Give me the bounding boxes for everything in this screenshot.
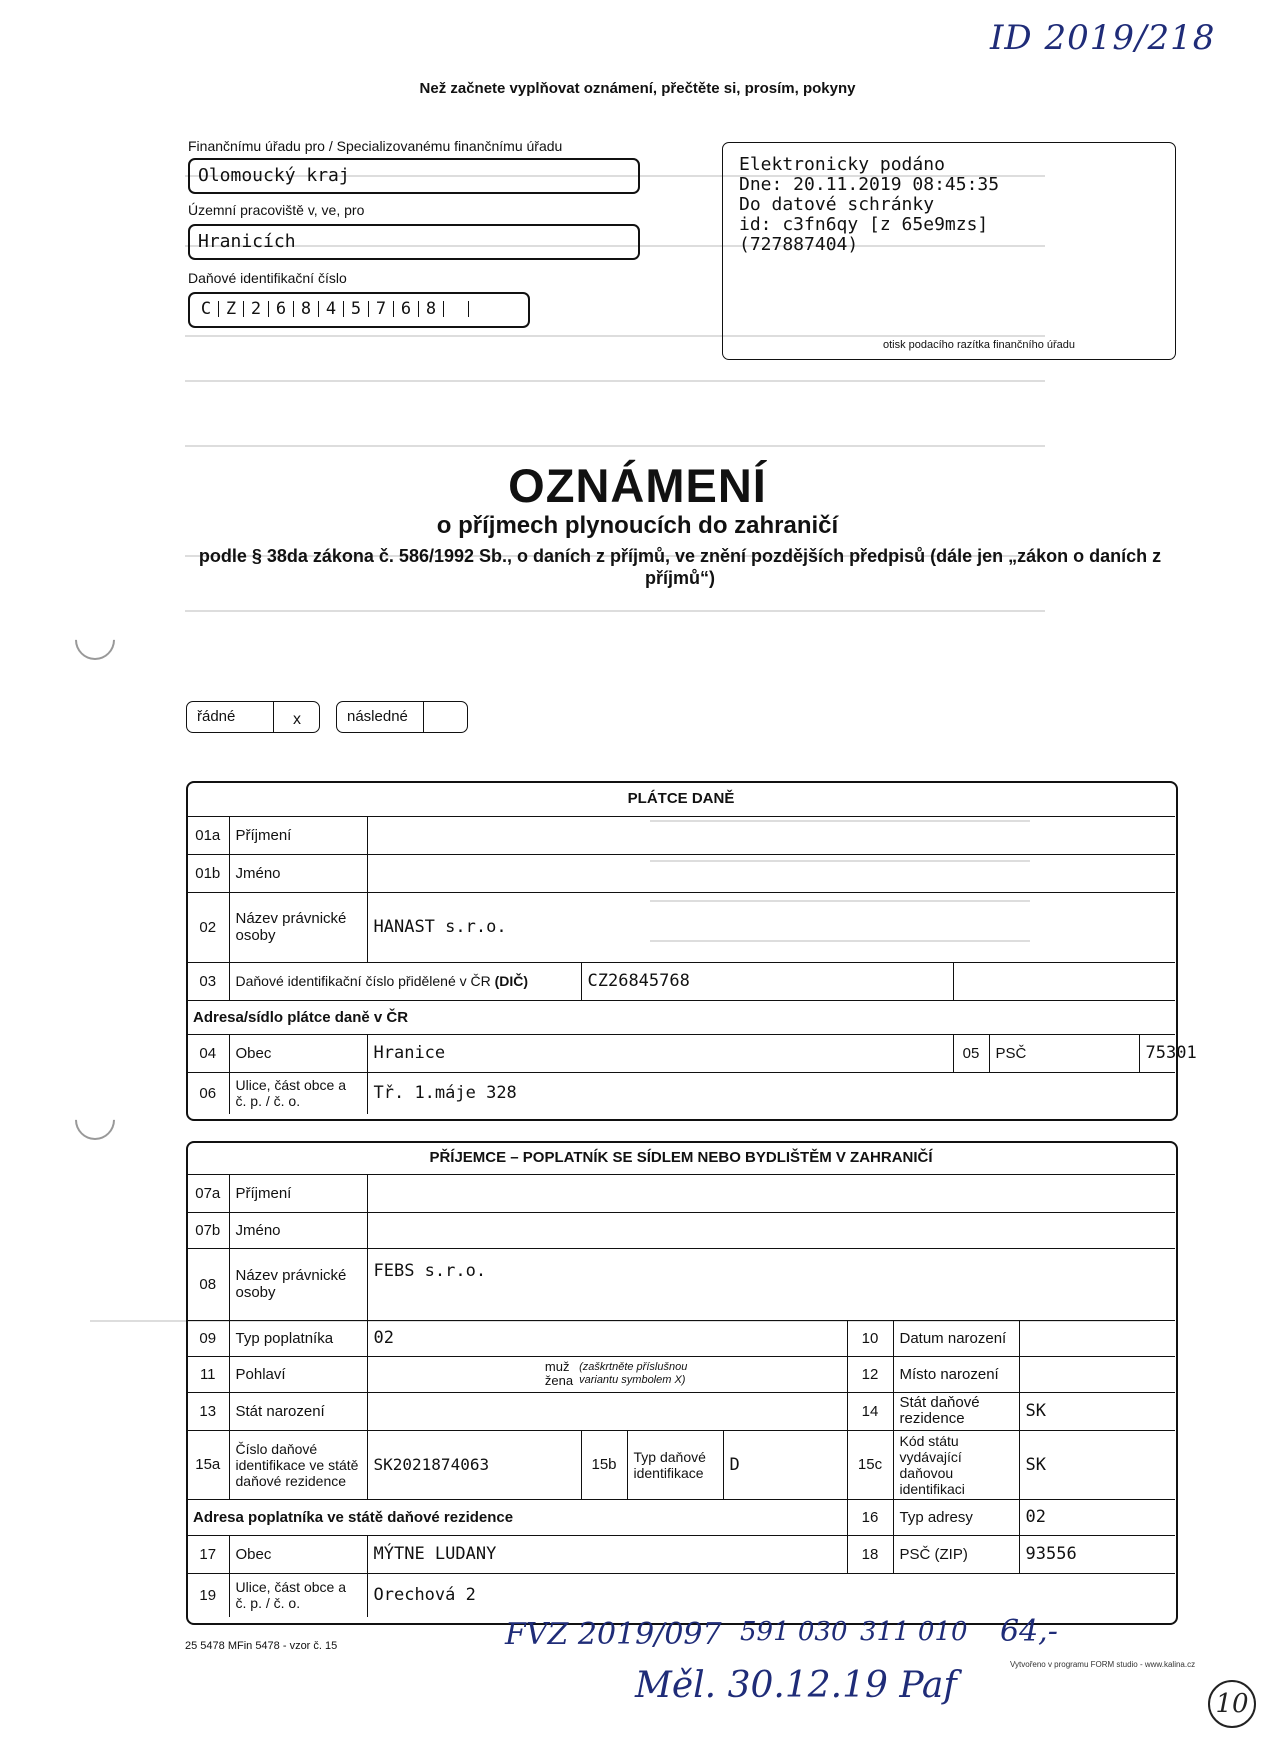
label-rec-city: Obec — [229, 1535, 367, 1573]
row-num-10: 10 — [847, 1320, 893, 1356]
workplace-label: Územní pracoviště v, ve, pro — [188, 202, 365, 218]
stamp-line: (727887404) — [739, 234, 859, 255]
payer-city-field[interactable]: Hranice — [367, 1034, 953, 1072]
row-num-05: 05 — [953, 1034, 989, 1072]
label-residence-country: Stát daňové rezidence — [893, 1392, 1019, 1430]
row-num-04: 04 — [187, 1034, 229, 1072]
row-num-07a: 07a — [187, 1174, 229, 1212]
payer-street-field[interactable]: Tř. 1.máje 328 — [367, 1072, 1175, 1114]
office-field[interactable] — [188, 158, 640, 194]
label-dic — [229, 962, 581, 1000]
row-num-06: 06 — [187, 1072, 229, 1114]
subsequent-label: následné — [347, 708, 408, 725]
label-birth-date: Datum narození — [893, 1320, 1019, 1356]
label-tax-id-type: Typ daňové identifikace — [627, 1430, 723, 1499]
payer-dic-field[interactable]: CZ26845768 — [581, 962, 953, 1000]
row-num-13: 13 — [187, 1392, 229, 1430]
dic-char: 8 — [293, 301, 318, 317]
payer-header: PLÁTCE DANĚ — [187, 782, 1175, 816]
handwritten-code-1: 591 030 — [740, 1617, 848, 1647]
label-rec-legal-name: Název právnické osoby — [229, 1248, 367, 1320]
row-num-07b: 07b — [187, 1212, 229, 1248]
regular-label: řádné — [197, 708, 236, 725]
subsequent-option[interactable] — [336, 701, 468, 733]
office-value: Olomoucký kraj — [198, 165, 350, 186]
stamp-line: Do datové schránky — [739, 194, 935, 215]
recipient-legal-name-field[interactable]: FEBS s.r.o. — [367, 1248, 1175, 1320]
taxpayer-type-field[interactable]: 02 — [367, 1320, 847, 1356]
handwritten-note: Měl. 30.12.19 Paf — [635, 1665, 957, 1706]
dic-char: 5 — [343, 301, 368, 317]
dic-char: 6 — [393, 301, 418, 317]
dic-char: C — [200, 299, 212, 319]
workplace-field[interactable] — [188, 224, 640, 260]
row-num-18: 18 — [847, 1535, 893, 1573]
payer-name-field[interactable] — [367, 854, 1175, 892]
punch-hole-bottom — [67, 1092, 124, 1149]
label-taxpayer-type: Typ poplatníka — [229, 1320, 367, 1356]
recipient-city-field[interactable]: MÝTNE LUDANY — [367, 1535, 847, 1573]
recipient-header: PŘÍJEMCE – POPLATNÍK SE SÍDLEM NEBO BYDLIŠTĚM V ZAHRANIČÍ — [187, 1142, 1175, 1174]
label-rec-street: Ulice, část obce a č. p. / č. o. — [229, 1573, 367, 1617]
recipient-street-field[interactable]: Orechová 2 — [367, 1573, 1175, 1617]
row-num-15b: 15b — [581, 1430, 627, 1499]
stamp-id: ID 2019/218 — [990, 18, 1216, 58]
row-num-09: 09 — [187, 1320, 229, 1356]
row-num-17: 17 — [187, 1535, 229, 1573]
label-issuing-country: Kód státu vydávající daňovou identifikaci — [893, 1430, 1019, 1499]
handwritten-amount: 64,- — [1000, 1614, 1058, 1649]
dic-char: 4 — [318, 301, 343, 317]
issuing-country-field[interactable]: SK — [1019, 1430, 1175, 1499]
stamp-line: id: c3fn6qy [z 65e9mzs] — [739, 214, 989, 235]
workplace-value: Hranicích — [198, 231, 296, 252]
label-birth-country: Stát narození — [229, 1392, 367, 1430]
stamp-caption: otisk podacího razítka finančního úřadu — [882, 339, 1075, 351]
handwritten-code-2: 311 010 — [860, 1617, 968, 1647]
payer-legal-name-field[interactable]: HANAST s.r.o. — [367, 892, 1175, 962]
row-num-01b: 01b — [187, 854, 229, 892]
dic-field[interactable] — [188, 292, 530, 328]
row-num-02: 02 — [187, 892, 229, 962]
label-sex: Pohlaví — [229, 1356, 367, 1392]
recipient-name-field[interactable] — [367, 1212, 1175, 1248]
sex-hint: (zaškrtněte příslušnou variantu symbolem X) — [579, 1361, 688, 1386]
row-num-19: 19 — [187, 1573, 229, 1617]
residence-country-field[interactable]: SK — [1019, 1392, 1175, 1430]
regular-check-cell[interactable] — [273, 702, 320, 732]
created-with: Vytvořeno v programu FORM studio - www.kalina.cz — [1010, 1660, 1196, 1669]
label-surname: Příjmení — [229, 816, 367, 854]
label-city: Obec — [229, 1034, 367, 1072]
dic-char — [468, 301, 493, 317]
label-tax-id-foreign: Číslo daňové identifikace ve státě daňové rezidence — [229, 1430, 367, 1499]
title-main: OZNÁMENÍ — [508, 459, 767, 512]
payer-address-header: Adresa/sídlo plátce daně v ČR — [187, 1000, 1175, 1034]
regular-option[interactable] — [186, 701, 320, 733]
stamp-line: Elektronicky podáno — [739, 154, 945, 175]
label-rec-name: Jméno — [229, 1212, 367, 1248]
row-num-12: 12 — [847, 1356, 893, 1392]
top-notice: Než začnete vyplňovat oznámení, přečtěte si, prosím, pokyny — [419, 80, 856, 97]
dic-char: 6 — [268, 301, 293, 317]
recipient-table — [187, 1142, 1175, 1617]
recipient-surname-field[interactable] — [367, 1174, 1175, 1212]
payer-table — [187, 782, 1197, 1114]
sex-field[interactable] — [367, 1356, 847, 1392]
birth-country-field[interactable] — [367, 1392, 847, 1430]
office-label: Finančnímu úřadu pro / Specializovanému finančnímu úřadu — [188, 138, 563, 154]
regular-mark: x — [293, 711, 301, 728]
row-num-08: 08 — [187, 1248, 229, 1320]
dic-char: 2 — [243, 301, 268, 317]
subsequent-check-cell[interactable] — [423, 702, 468, 732]
handwritten-ref: FVZ 2019/097 — [505, 1617, 722, 1652]
recipient-zip-field[interactable]: 93556 — [1019, 1535, 1175, 1573]
birth-place-field[interactable] — [1019, 1356, 1175, 1392]
tax-id-type-field[interactable]: D — [723, 1430, 847, 1499]
page-number: 10 — [1215, 1689, 1249, 1719]
label-birth-place: Místo narození — [893, 1356, 1019, 1392]
label-dic-text: Daňové identifikační číslo přidělené v ČR — [235, 973, 491, 989]
label-name: Jméno — [229, 854, 367, 892]
row-num-03: 03 — [187, 962, 229, 1000]
electronic-stamp-text — [739, 155, 999, 255]
row-num-01a: 01a — [187, 816, 229, 854]
form-code: 25 5478 MFin 5478 - vzor č. 15 — [185, 1640, 338, 1652]
dic-char: 7 — [368, 301, 393, 317]
dic-char: 8 — [418, 301, 443, 317]
dic-char — [443, 301, 468, 317]
title-law: podle § 38da zákona č. 586/1992 Sb., o daních z příjmů, ve znění pozdějších předpisů (dále jen „zákon o daních z příjmů“) — [198, 546, 1162, 588]
row-num-11: 11 — [187, 1356, 229, 1392]
dic-cells — [194, 299, 493, 317]
option-female[interactable]: žena — [544, 1373, 574, 1388]
label-rec-zip: PSČ (ZIP) — [893, 1535, 1019, 1573]
tax-id-foreign-field[interactable]: SK2021874063 — [367, 1430, 581, 1499]
row-num-15a: 15a — [187, 1430, 229, 1499]
label-rec-surname: Příjmení — [229, 1174, 367, 1212]
title-subtitle: o příjmech plynoucích do zahraničí — [436, 512, 839, 539]
label-legal-name: Název právnické osoby — [229, 892, 367, 962]
option-male[interactable]: muž — [544, 1359, 570, 1374]
page-number-circle — [1208, 1680, 1256, 1728]
punch-hole-top — [67, 612, 124, 669]
payer-dic-blank — [953, 962, 1175, 1000]
dic-label: Daňové identifikační číslo — [188, 270, 347, 286]
row-num-14: 14 — [847, 1392, 893, 1430]
stamp-line: Dne: 20.11.2019 08:45:35 — [739, 174, 1000, 195]
birth-date-field[interactable] — [1019, 1320, 1175, 1356]
electronic-stamp-box — [722, 142, 1176, 360]
row-num-16: 16 — [847, 1499, 893, 1535]
recipient-address-header: Adresa poplatníka ve státě daňové rezidence — [187, 1499, 847, 1535]
label-dic-bold: (DIČ) — [494, 973, 529, 989]
address-type-field[interactable]: 02 — [1019, 1499, 1175, 1535]
row-num-15c: 15c — [847, 1430, 893, 1499]
payer-surname-field[interactable] — [367, 816, 1175, 854]
payer-zip-field[interactable]: 75301 — [1139, 1034, 1175, 1072]
label-street: Ulice, část obce a č. p. / č. o. — [229, 1072, 367, 1114]
label-zip: PSČ — [989, 1034, 1139, 1072]
label-address-type: Typ adresy — [893, 1499, 1019, 1535]
dic-char: Z — [218, 301, 243, 317]
